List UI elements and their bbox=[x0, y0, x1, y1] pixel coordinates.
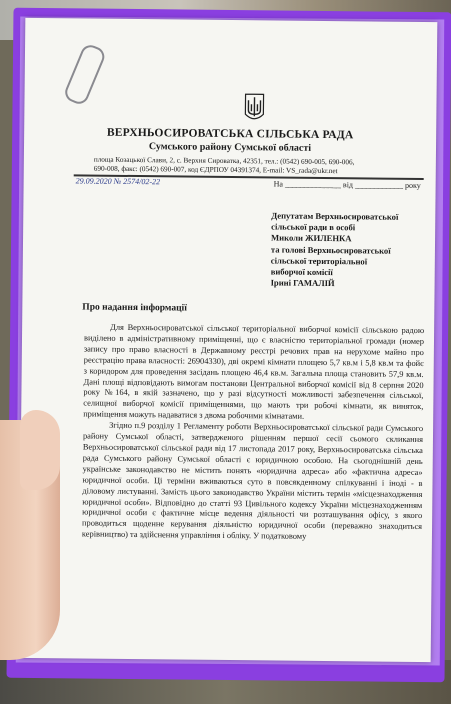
recipient-line: сільської територіальної bbox=[270, 255, 368, 267]
org-address bbox=[94, 156, 424, 177]
thumb bbox=[20, 410, 60, 490]
recipient-line: сільської ради в особі bbox=[271, 221, 356, 233]
recipient-line: та голові Верхньосироватської bbox=[270, 244, 391, 256]
address-line: 690-008, факс: (0542) 690-007, код ЄДРПОУ 04391374, E-mail: VS_rada@ukr.net bbox=[93, 164, 338, 176]
handwritten-reference: 29.09.2020 № 2574/02-22 bbox=[75, 176, 161, 187]
letter-page bbox=[19, 18, 438, 662]
recipient-line: Депутатам Верхньосироватської bbox=[271, 210, 399, 222]
reply-reference: На ______________ від ____________ року bbox=[273, 179, 421, 191]
recipient-line: Миколи ЖИЛЕНКА bbox=[271, 232, 352, 244]
paper-clip-icon bbox=[62, 42, 107, 107]
letter-body bbox=[82, 322, 424, 544]
recipient-line: виборчої комісії bbox=[270, 266, 333, 278]
recipient-line: Ірині ГАМАЛІЙ bbox=[270, 277, 335, 289]
address-line: площа Козацької Слави, 2, с. Верхня Сироватка, 42351, тел.: (0542) 690-005, 690-006, bbox=[93, 155, 355, 167]
district-name: Сумського району Сумської області bbox=[148, 141, 312, 154]
recipient-block bbox=[271, 210, 432, 290]
body-paragraph: Для Верхньосироватської сільської територіальної виборчої комісії сільською радою виділено в адміністративному приміщенні, що є власністю територіальної громади (номер запису про право власності в Державному реєстрі речових прав на нерухоме майно про реєстрацію права власності: 26904330), дві окремі кімнати площею 5,7 кв.м і 5,8 кв.м та фойє з коридором для проведення засідань площею 46,4 кв.м. Загальна площа становить 57,9 кв.м. Дані площі відповідають вимогам постанови Центральної виборчої комісії від 8 серпня 2020 року №164, в якій зазначено, що у разі відсутності можливості забезпечення сільської, селищної виборчої комісії приміщеннями, що мають три робочі кімнати, як виняток, приміщення можуть надаватися з двома робочими кімнатами. bbox=[83, 322, 425, 422]
body-paragraph: Згідно п.9 розділу 1 Регламенту роботи Верхньосироватської сільської ради Сумського району Сумської області, затвердженого рішенням першої сесії сьомого скликання Верхньосироватської сільської ради від 17 листопада 2017 року, Верхньосироватська сільська рада Сумського району Сумської області є юридичною особою. На сьогоднішній день українське законодавство не містить понять «юридична адреса» або «фактична адреса» юридичної особи. Ці терміни вживаються суто в повсякденному спілкуванні і іноді - в діловому листуванні. Замість цього законодавство України містить термін «місцезнаходження юридичної особи». Відповідно до статті 93 Цивільного кодексу України місцезнаходженням юридичної особи є фактичне місце ведення діяльності чи розташування офісу, з якого проводиться щоденне керування діяльністю юридичної особи (переважно знаходиться керівництво) та здійснення управління і обліку. У податковому bbox=[81, 420, 424, 542]
org-name: ВЕРХНЬОСИРОВАТСЬКА СІЛЬСЬКА РАДА bbox=[106, 126, 354, 142]
letter-subject: Про надання інформації bbox=[82, 302, 187, 314]
coat-of-arms-icon bbox=[243, 92, 265, 124]
